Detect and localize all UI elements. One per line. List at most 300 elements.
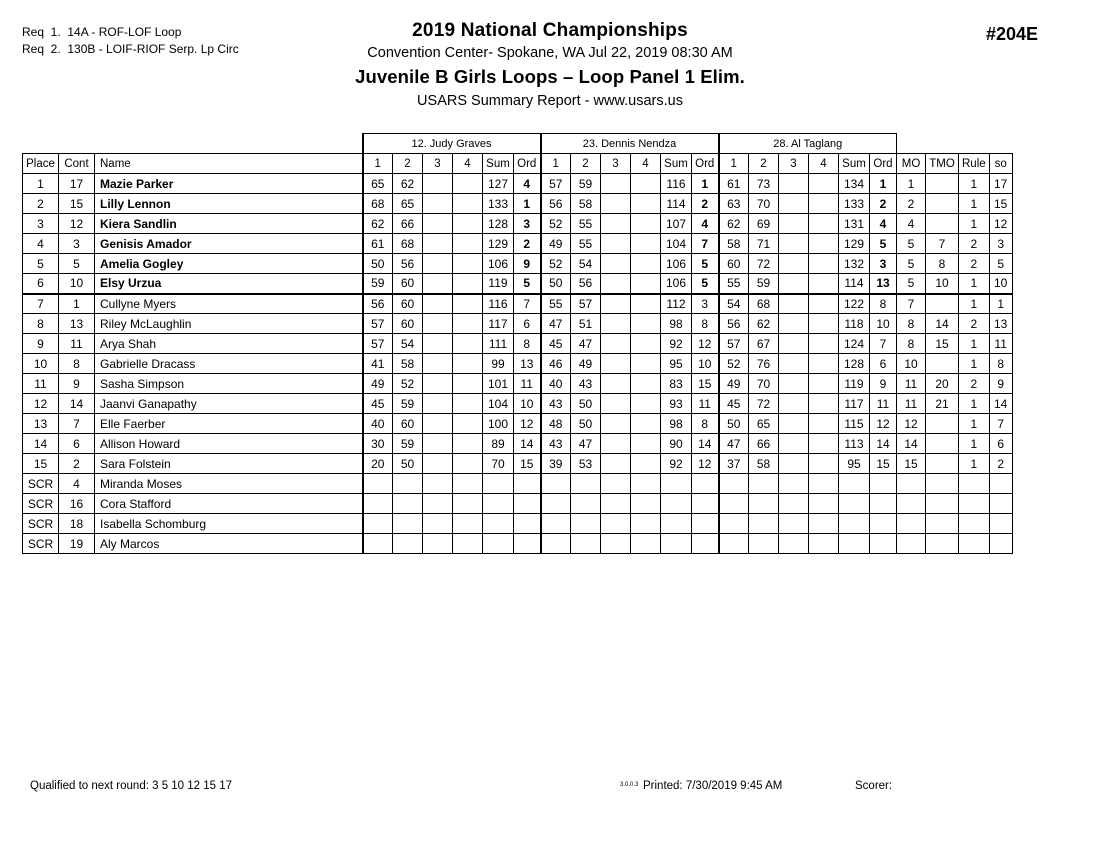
cell-j2-e2: 56 bbox=[571, 274, 601, 294]
cell-j2-e4 bbox=[631, 274, 661, 294]
cell-place: 14 bbox=[23, 434, 59, 454]
cell-j3-e3 bbox=[779, 174, 809, 194]
cell-j2-ord bbox=[692, 514, 719, 534]
cell-place: 6 bbox=[23, 274, 59, 294]
cell-j2-e2: 47 bbox=[571, 334, 601, 354]
cell-j3-e4 bbox=[809, 194, 839, 214]
cell-j3-sum: 122 bbox=[839, 294, 870, 314]
cell-place: SCR bbox=[23, 474, 59, 494]
cell-j2-e1: 57 bbox=[541, 174, 571, 194]
cell-j2-e3 bbox=[601, 454, 631, 474]
header-j1-e4: 4 bbox=[453, 154, 483, 174]
cell-j3-sum: 133 bbox=[839, 194, 870, 214]
cell-j3-e3 bbox=[779, 234, 809, 254]
cell-j1-e4 bbox=[453, 474, 483, 494]
cell-j2-e3 bbox=[601, 214, 631, 234]
cell-j1-e2: 65 bbox=[393, 194, 423, 214]
table-row bbox=[23, 454, 1013, 474]
cell-j1-e2 bbox=[393, 534, 423, 554]
cell-j2-e3 bbox=[601, 314, 631, 334]
cell-so: 8 bbox=[989, 354, 1012, 374]
cell-j2-e3 bbox=[601, 414, 631, 434]
spacer-cell bbox=[897, 134, 926, 154]
cell-place: 8 bbox=[23, 314, 59, 334]
cell-so bbox=[989, 514, 1012, 534]
cell-j2-e2: 49 bbox=[571, 354, 601, 374]
cell-j2-e4 bbox=[631, 194, 661, 214]
cell-j2-e1: 43 bbox=[541, 434, 571, 454]
cell-j2-e4 bbox=[631, 294, 661, 314]
cell-rule: 2 bbox=[959, 374, 990, 394]
cell-rule: 1 bbox=[959, 194, 990, 214]
cell-place: 15 bbox=[23, 454, 59, 474]
cell-j3-ord: 14 bbox=[870, 434, 897, 454]
cell-j3-e2: 72 bbox=[749, 394, 779, 414]
cell-j3-e4 bbox=[809, 534, 839, 554]
cell-j3-ord: 15 bbox=[870, 454, 897, 474]
cell-cont: 13 bbox=[59, 314, 95, 334]
cell-so: 17 bbox=[989, 174, 1012, 194]
cell-name: Arya Shah bbox=[95, 334, 363, 354]
cell-j3-e2: 69 bbox=[749, 214, 779, 234]
cell-j2-ord: 8 bbox=[692, 314, 719, 334]
cell-j3-ord: 3 bbox=[870, 254, 897, 274]
cell-j3-e1: 60 bbox=[719, 254, 749, 274]
cell-j3-e1 bbox=[719, 514, 749, 534]
cell-j2-ord: 12 bbox=[692, 334, 719, 354]
cell-cont: 12 bbox=[59, 214, 95, 234]
cell-j2-e1: 39 bbox=[541, 454, 571, 474]
cell-j2-sum bbox=[661, 534, 692, 554]
cell-j2-e2: 53 bbox=[571, 454, 601, 474]
cell-j3-e1: 57 bbox=[719, 334, 749, 354]
cell-j3-e4 bbox=[809, 514, 839, 534]
cell-mo: 11 bbox=[897, 394, 926, 414]
cell-j1-e3 bbox=[423, 194, 453, 214]
cell-j1-e3 bbox=[423, 534, 453, 554]
cell-j1-e3 bbox=[423, 254, 453, 274]
cell-rule: 1 bbox=[959, 454, 990, 474]
cell-j3-e3 bbox=[779, 354, 809, 374]
cell-j1-e2: 62 bbox=[393, 174, 423, 194]
cell-mo: 8 bbox=[897, 314, 926, 334]
cell-j2-e2: 50 bbox=[571, 394, 601, 414]
cell-j3-ord: 1 bbox=[870, 174, 897, 194]
cell-j1-ord bbox=[514, 494, 541, 514]
cell-j3-sum: 132 bbox=[839, 254, 870, 274]
header-j2-sum: Sum bbox=[661, 154, 692, 174]
cell-cont: 16 bbox=[59, 494, 95, 514]
header-j3-ord: Ord bbox=[870, 154, 897, 174]
cell-j1-sum: 100 bbox=[483, 414, 514, 434]
cell-j3-e2: 65 bbox=[749, 414, 779, 434]
cell-j3-e1: 50 bbox=[719, 414, 749, 434]
header-j2-e1: 1 bbox=[541, 154, 571, 174]
cell-j3-e1: 49 bbox=[719, 374, 749, 394]
cell-j2-e4 bbox=[631, 414, 661, 434]
cell-j1-e2: 59 bbox=[393, 434, 423, 454]
cell-j3-e4 bbox=[809, 474, 839, 494]
cell-j2-sum: 106 bbox=[661, 274, 692, 294]
cell-j2-ord: 14 bbox=[692, 434, 719, 454]
header-mo: MO bbox=[897, 154, 926, 174]
title-block bbox=[0, 20, 1100, 109]
cell-j3-e4 bbox=[809, 274, 839, 294]
cell-j2-e4 bbox=[631, 374, 661, 394]
cell-j3-e3 bbox=[779, 194, 809, 214]
cell-place: 12 bbox=[23, 394, 59, 414]
cell-j3-e3 bbox=[779, 314, 809, 334]
cell-j3-e3 bbox=[779, 454, 809, 474]
cell-j3-ord: 2 bbox=[870, 194, 897, 214]
header-j2-e4: 4 bbox=[631, 154, 661, 174]
cell-j2-e3 bbox=[601, 394, 631, 414]
requirement-line-1: Req 1. 14A - ROF-LOF Loop bbox=[22, 25, 182, 39]
cell-place: 10 bbox=[23, 354, 59, 374]
printed-text: Printed: 7/30/2019 9:45 AM bbox=[643, 780, 783, 792]
table-row bbox=[23, 314, 1013, 334]
cell-place: 7 bbox=[23, 294, 59, 314]
cell-place: 9 bbox=[23, 334, 59, 354]
cell-so: 15 bbox=[989, 194, 1012, 214]
results-body bbox=[23, 174, 1013, 554]
cell-cont: 9 bbox=[59, 374, 95, 394]
cell-j2-e1: 49 bbox=[541, 234, 571, 254]
cell-j3-e2 bbox=[749, 474, 779, 494]
header-rule: Rule bbox=[959, 154, 990, 174]
cell-j2-e2: 47 bbox=[571, 434, 601, 454]
cell-j2-e4 bbox=[631, 234, 661, 254]
cell-j1-e1: 45 bbox=[363, 394, 393, 414]
cell-j1-e3 bbox=[423, 374, 453, 394]
cell-j3-e4 bbox=[809, 394, 839, 414]
cell-j2-ord: 12 bbox=[692, 454, 719, 474]
cell-j3-ord bbox=[870, 494, 897, 514]
cell-j2-ord: 11 bbox=[692, 394, 719, 414]
cell-j1-e2 bbox=[393, 494, 423, 514]
cell-j1-e3 bbox=[423, 454, 453, 474]
column-header-row bbox=[23, 154, 1013, 174]
cell-tmo bbox=[926, 454, 959, 474]
cell-j2-e2: 55 bbox=[571, 234, 601, 254]
cell-j1-e1: 57 bbox=[363, 334, 393, 354]
header-so: so bbox=[989, 154, 1012, 174]
cell-j2-sum: 93 bbox=[661, 394, 692, 414]
cell-j3-sum bbox=[839, 474, 870, 494]
cell-j2-e2: 58 bbox=[571, 194, 601, 214]
header-j2-e2: 2 bbox=[571, 154, 601, 174]
cell-j1-e4 bbox=[453, 194, 483, 214]
cell-place: 11 bbox=[23, 374, 59, 394]
cell-rule bbox=[959, 514, 990, 534]
header-j3-e3: 3 bbox=[779, 154, 809, 174]
cell-j2-e2: 50 bbox=[571, 414, 601, 434]
cell-tmo: 10 bbox=[926, 274, 959, 294]
cell-j2-e3 bbox=[601, 494, 631, 514]
cell-j1-sum: 119 bbox=[483, 274, 514, 294]
results-table bbox=[22, 133, 1013, 554]
cell-j3-e2: 71 bbox=[749, 234, 779, 254]
cell-j1-sum: 106 bbox=[483, 254, 514, 274]
cell-j2-e1: 52 bbox=[541, 214, 571, 234]
cell-mo: 10 bbox=[897, 354, 926, 374]
table-row bbox=[23, 474, 1013, 494]
cell-j3-e1 bbox=[719, 494, 749, 514]
cell-j3-ord: 11 bbox=[870, 394, 897, 414]
cell-j3-e3 bbox=[779, 374, 809, 394]
cell-j1-e2: 68 bbox=[393, 234, 423, 254]
cell-mo: 7 bbox=[897, 294, 926, 314]
cell-j2-e2: 54 bbox=[571, 254, 601, 274]
cell-j2-e3 bbox=[601, 194, 631, 214]
cell-cont: 1 bbox=[59, 294, 95, 314]
cell-j1-ord: 10 bbox=[514, 394, 541, 414]
cell-mo bbox=[897, 514, 926, 534]
header-j1-ord: Ord bbox=[514, 154, 541, 174]
cell-j3-ord bbox=[870, 534, 897, 554]
cell-j3-e3 bbox=[779, 494, 809, 514]
cell-rule: 2 bbox=[959, 254, 990, 274]
cell-j3-e2: 59 bbox=[749, 274, 779, 294]
cell-tmo: 15 bbox=[926, 334, 959, 354]
cell-so: 9 bbox=[989, 374, 1012, 394]
cell-so: 2 bbox=[989, 454, 1012, 474]
cell-j2-sum: 98 bbox=[661, 314, 692, 334]
table-row bbox=[23, 414, 1013, 434]
cell-j3-e4 bbox=[809, 374, 839, 394]
cell-j3-e2: 67 bbox=[749, 334, 779, 354]
cell-j1-ord: 13 bbox=[514, 354, 541, 374]
cell-mo: 4 bbox=[897, 214, 926, 234]
cell-rule: 2 bbox=[959, 234, 990, 254]
cell-j1-sum: 70 bbox=[483, 454, 514, 474]
cell-place: 3 bbox=[23, 214, 59, 234]
cell-j3-sum: 131 bbox=[839, 214, 870, 234]
cell-place: 1 bbox=[23, 174, 59, 194]
cell-j1-e3 bbox=[423, 294, 453, 314]
cell-j1-ord: 1 bbox=[514, 194, 541, 214]
cell-j1-e1: 41 bbox=[363, 354, 393, 374]
cell-j3-sum: 113 bbox=[839, 434, 870, 454]
cell-j1-e1: 56 bbox=[363, 294, 393, 314]
cell-j3-e2: 73 bbox=[749, 174, 779, 194]
table-row bbox=[23, 334, 1013, 354]
cell-j1-e3 bbox=[423, 354, 453, 374]
cell-j2-sum: 95 bbox=[661, 354, 692, 374]
cell-j1-sum: 101 bbox=[483, 374, 514, 394]
judge-group-header-row bbox=[23, 134, 1013, 154]
version-text: 3.0.0.3 bbox=[620, 782, 639, 788]
cell-mo bbox=[897, 494, 926, 514]
cell-j2-e2: 51 bbox=[571, 314, 601, 334]
cell-j1-e2 bbox=[393, 474, 423, 494]
cell-mo: 15 bbox=[897, 454, 926, 474]
cell-j3-ord: 10 bbox=[870, 314, 897, 334]
cell-j2-e1: 56 bbox=[541, 194, 571, 214]
cell-tmo bbox=[926, 214, 959, 234]
cell-mo: 8 bbox=[897, 334, 926, 354]
cell-j2-e4 bbox=[631, 474, 661, 494]
cell-j2-sum: 83 bbox=[661, 374, 692, 394]
cell-j2-e2 bbox=[571, 514, 601, 534]
cell-j1-sum: 117 bbox=[483, 314, 514, 334]
cell-tmo bbox=[926, 414, 959, 434]
cell-j1-e2: 50 bbox=[393, 454, 423, 474]
cell-j1-e1: 62 bbox=[363, 214, 393, 234]
cell-j3-e4 bbox=[809, 494, 839, 514]
cell-j1-ord bbox=[514, 534, 541, 554]
cell-cont: 2 bbox=[59, 454, 95, 474]
cell-j3-e3 bbox=[779, 434, 809, 454]
cell-j2-e2: 55 bbox=[571, 214, 601, 234]
cell-j2-e1: 46 bbox=[541, 354, 571, 374]
cell-j3-e4 bbox=[809, 314, 839, 334]
cell-j1-sum bbox=[483, 474, 514, 494]
cell-j3-e3 bbox=[779, 294, 809, 314]
cell-j1-sum: 133 bbox=[483, 194, 514, 214]
cell-j2-e1: 40 bbox=[541, 374, 571, 394]
cell-j1-e3 bbox=[423, 174, 453, 194]
cell-name: Cullyne Myers bbox=[95, 294, 363, 314]
cell-j3-e3 bbox=[779, 414, 809, 434]
cell-cont: 18 bbox=[59, 514, 95, 534]
cell-j1-sum bbox=[483, 514, 514, 534]
cell-j2-sum: 92 bbox=[661, 334, 692, 354]
cell-name: Miranda Moses bbox=[95, 474, 363, 494]
cell-j3-e3 bbox=[779, 334, 809, 354]
results-table-wrap bbox=[22, 133, 1013, 554]
cell-rule: 1 bbox=[959, 354, 990, 374]
cell-tmo bbox=[926, 534, 959, 554]
cell-j2-e2 bbox=[571, 494, 601, 514]
document-number: #204E bbox=[985, 24, 1038, 44]
cell-j3-sum: 117 bbox=[839, 394, 870, 414]
cell-j3-ord bbox=[870, 474, 897, 494]
cell-cont: 7 bbox=[59, 414, 95, 434]
cell-j3-e2: 70 bbox=[749, 374, 779, 394]
cell-j1-e4 bbox=[453, 374, 483, 394]
cell-so bbox=[989, 534, 1012, 554]
cell-j2-ord: 10 bbox=[692, 354, 719, 374]
cell-j2-e1: 45 bbox=[541, 334, 571, 354]
cell-j3-ord bbox=[870, 514, 897, 534]
cell-cont: 4 bbox=[59, 474, 95, 494]
cell-j2-ord: 4 bbox=[692, 214, 719, 234]
cell-j2-ord: 15 bbox=[692, 374, 719, 394]
table-row bbox=[23, 174, 1013, 194]
cell-j3-e1: 61 bbox=[719, 174, 749, 194]
cell-j3-ord: 13 bbox=[870, 274, 897, 294]
cell-j2-e4 bbox=[631, 394, 661, 414]
cell-j3-e1: 54 bbox=[719, 294, 749, 314]
cell-j3-e1: 58 bbox=[719, 234, 749, 254]
cell-j1-e4 bbox=[453, 534, 483, 554]
cell-j2-e1: 55 bbox=[541, 294, 571, 314]
cell-rule: 1 bbox=[959, 174, 990, 194]
spacer-cell bbox=[959, 134, 990, 154]
cell-j1-e3 bbox=[423, 394, 453, 414]
cell-j2-e3 bbox=[601, 354, 631, 374]
cell-j2-ord: 3 bbox=[692, 294, 719, 314]
cell-cont: 11 bbox=[59, 334, 95, 354]
cell-j2-e4 bbox=[631, 174, 661, 194]
cell-j3-e1: 55 bbox=[719, 274, 749, 294]
cell-rule bbox=[959, 474, 990, 494]
cell-j1-e2: 52 bbox=[393, 374, 423, 394]
cell-j3-e1: 63 bbox=[719, 194, 749, 214]
cell-j3-e4 bbox=[809, 454, 839, 474]
table-row bbox=[23, 214, 1013, 234]
cell-j1-e1: 68 bbox=[363, 194, 393, 214]
cell-j3-e2: 58 bbox=[749, 454, 779, 474]
cell-name: Gabrielle Dracass bbox=[95, 354, 363, 374]
cell-j1-e3 bbox=[423, 434, 453, 454]
cell-j1-e1: 49 bbox=[363, 374, 393, 394]
cell-j3-ord: 6 bbox=[870, 354, 897, 374]
cell-j1-e4 bbox=[453, 254, 483, 274]
cell-j1-e4 bbox=[453, 334, 483, 354]
cell-j3-ord: 12 bbox=[870, 414, 897, 434]
header-j1-e3: 3 bbox=[423, 154, 453, 174]
cell-j3-e2: 76 bbox=[749, 354, 779, 374]
cell-mo: 1 bbox=[897, 174, 926, 194]
cell-j1-sum: 104 bbox=[483, 394, 514, 414]
cell-j1-sum: 99 bbox=[483, 354, 514, 374]
cell-so: 13 bbox=[989, 314, 1012, 334]
cell-cont: 5 bbox=[59, 254, 95, 274]
cell-j1-ord: 8 bbox=[514, 334, 541, 354]
cell-name: Elle Faerber bbox=[95, 414, 363, 434]
cell-mo: 11 bbox=[897, 374, 926, 394]
cell-tmo: 21 bbox=[926, 394, 959, 414]
cell-j1-e1: 65 bbox=[363, 174, 393, 194]
cell-j3-sum: 134 bbox=[839, 174, 870, 194]
cell-j3-e3 bbox=[779, 474, 809, 494]
cell-j2-e1: 52 bbox=[541, 254, 571, 274]
cell-j2-sum bbox=[661, 474, 692, 494]
cell-so: 14 bbox=[989, 394, 1012, 414]
cell-j3-sum: 129 bbox=[839, 234, 870, 254]
cell-j1-sum bbox=[483, 494, 514, 514]
table-row bbox=[23, 434, 1013, 454]
header-j2-ord: Ord bbox=[692, 154, 719, 174]
cell-tmo bbox=[926, 474, 959, 494]
spacer-cell bbox=[59, 134, 95, 154]
cell-j2-ord: 1 bbox=[692, 174, 719, 194]
cell-j3-e4 bbox=[809, 294, 839, 314]
cell-j2-sum bbox=[661, 494, 692, 514]
cell-j3-ord: 9 bbox=[870, 374, 897, 394]
cell-place: SCR bbox=[23, 514, 59, 534]
cell-cont: 15 bbox=[59, 194, 95, 214]
cell-tmo: 7 bbox=[926, 234, 959, 254]
cell-j3-e2: 72 bbox=[749, 254, 779, 274]
cell-j2-e3 bbox=[601, 534, 631, 554]
cell-name: Sasha Simpson bbox=[95, 374, 363, 394]
cell-j1-e1 bbox=[363, 494, 393, 514]
cell-j2-e3 bbox=[601, 294, 631, 314]
venue-line: Convention Center- Spokane, WA Jul 22, 2019 08:30 AM bbox=[367, 45, 733, 61]
cell-j1-e4 bbox=[453, 494, 483, 514]
cell-j3-e1: 37 bbox=[719, 454, 749, 474]
cell-j3-e4 bbox=[809, 434, 839, 454]
cell-j3-e2: 66 bbox=[749, 434, 779, 454]
cell-tmo: 8 bbox=[926, 254, 959, 274]
cell-tmo bbox=[926, 294, 959, 314]
cell-j3-e2 bbox=[749, 534, 779, 554]
cell-mo: 5 bbox=[897, 274, 926, 294]
cell-cont: 17 bbox=[59, 174, 95, 194]
